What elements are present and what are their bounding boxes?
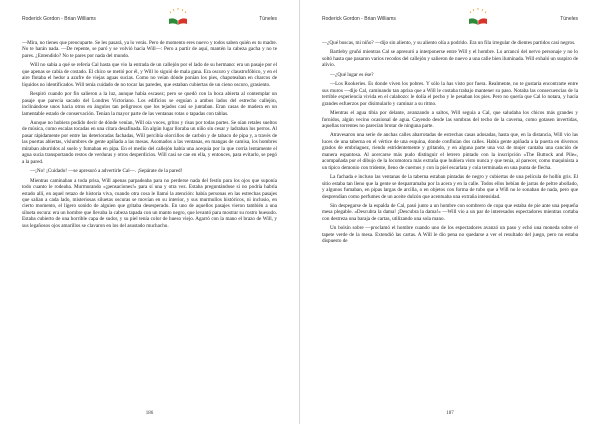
page-number: 187 xyxy=(446,411,454,416)
paragraph: Will no sabía a qué se refería Cal hasta que vio la entrada de un callejón por el lado de su hermano: era un pasaje por el que apenas se cabía de costado. El chico se metió por él, y Will lo siguió de mala gana. Era oscuro y claustrofóbico, y en el aire flotaba el hedor a azufre de viejas aguas sucias. Como no veían dónde ponían los pies, chapoteaban en charcos de líquidos no identificados. Will tenía cuidado de no tocar las paredes, que estaban cubiertas de un cieno oscuro, grasiento. xyxy=(22,62,277,88)
right-page xyxy=(300,0,600,424)
header-author: Roderick Gordon - Brian Williams xyxy=(322,16,396,22)
page-number: 186 xyxy=(145,411,154,416)
paragraph: Mientras caminaban a toda prisa, Will apenas parpadeaba para no perderse nada del festín para los ojos que suponía todo cuanto le rodeaba. Murmurando «¡pensaciones!» para sí una y otra vez. Estaba preguntándose si no podría habría estado allí, en aquel retazo de historia viva, cuando otra cosa le llamó la atención: había personas en las estrechas pasajes que salían a cada lado, misteriosas siluetas oscuras se movían en su interior, y sus murmullos históricos, ni inclusio, en cierto momento, el ligero sonido de alguien que gritaba desesperado. En uno de aquellos pasajes vieron también a una silueta oscura: era un hombre que llevaba la cabeza tapada con un manto negro, que levantó para mostrar su rostro huesudo. Estaba cubierto de una horrible capa de sudor, y su piel tenía color de hueso viejo. Agarró con la mano el brazo de Will, y sus legañosos ojos amarillos se clavaron en los del asustado muchacho. xyxy=(22,177,277,229)
paragraph: Respiró cuando por fin salieron a la luz, aunque había escasez; pero se quedó con la boca abierta al contemplar un pasaje que parecía sacado del Londres Victoriano. Los edificios se erguían a ambos lados del estrecho callejón, inclinándose unos hacia otros en ángulos tan peligrosos que los tejados casi se juntaban. Eran casas de madera en un lamentable estado de conservación. Tenían la mayor parte de las ventanas rotas o tapadas con tablas. xyxy=(22,91,277,117)
paragraph: —¿Qué lugar es ése? xyxy=(330,71,374,78)
paragraph: —¡No! ¡Cuidado! —se apresuró a advertirle Cal—. ¡Sepárate de la pared! xyxy=(30,168,183,175)
page-header xyxy=(322,14,578,36)
paragraph: Un bolsín sobre —proclamó el hombre cuando uno de los espectadores avanzó un paso y echó una moneda sobre el tapete verde de la mesa. Extendió las cartas. A Will le dio pena no quedarse a ver el resultado del juego, pero no estaba dispuesto de xyxy=(322,225,578,245)
header-author: Roderick Gordon - Brian Williams xyxy=(22,16,96,22)
page-text xyxy=(22,40,277,229)
paragraph: —¿Qué buscas, mi niño? —dijo sin aliento, y su aliento olía a podrido. Era un fila irregular de dientes partidos casi negros. xyxy=(322,40,576,46)
paragraph: Bartleby gruñó mientras Cal se apresuró a interponerse entre Will y el hombre. Lo arrancó del nervo personaje y no lo soltó hasta que pasaron varios recodos del callejón y salieron de nuevo a una calle bien iluminada. Will exhaló un suspiro de alivio. xyxy=(322,49,578,69)
page-header xyxy=(22,14,277,36)
paragraph: Atravesaron una serie de anchas calles abarrotadas de estrechas casas adosadas, hasta que, en la distancia, Will vio las luces de una taberna en el vértice de una esquina, donde confluían dos calles. Había gente apiñada a la puerta en diversos grados de embriaguez, riendo estridentemente y gritando, y en alguna parte una voz de mujer cantaba una canción de manera espantosa. Al acercarse más pudo distinguir el letrero pintado con la inscripción «The Buttock and Pile», acompañada por el dibujo de la locomotora más extraña que hubiera visto nunca y que tenía, al parecer, como maquinista a un típico demonio con tridente, lleno de cuernos y con la piel escarlata y cola terminada en una punta de flecha. xyxy=(322,132,578,171)
paragraph: Aunque no hubiera podido decir de dónde venían, Will oía voces, gritos y risas por todas partes. Se oían retales sueltos de música, como escalas tocadas en una cítara desafinada. En algún lugar lloraba un niño sin cesar y ladraban los perros. Al pasar rápidamente por entre las deterioradas fachadas, Will percibía olorcillos de carbón y de tabaco de pipa y, a través de las puertas abiertas, vislumbres de gente apiñada a las mesas. Asomados a las ventanas, en mangas de camisa, los hombres miraban aburridos al suelo y fumaban en pipa. En el medio del callejón había una acequia por la que corría lentamente el agua sucia transportando restos de verduras y otros desperdicios. Will casi se cae en ella, y entonces, para evitarlo, se pegó a la pared. xyxy=(22,119,277,165)
book-logo-icon xyxy=(467,6,489,28)
header-title: Túneles xyxy=(259,16,277,22)
page-text xyxy=(322,40,578,245)
paragraph: —Los Rookeries. Es donde viven los pobres. Y sólo la has visto por fuera. Realmente, no te gustaría encontrarte entre sus muros —dijo Cal, caminando tan aprisa que a Will le costaba trabajo mantener su paso. Notaba las consecuencias de la terrible experiencia vivida en el calabozo: le dolía el pecho y le pesaban los pies. Pero no quería que Cal lo notara, y hacía grandes esfuerzos por disimularlo y caminar a su ritmo. xyxy=(322,81,578,107)
book-logo-icon xyxy=(167,6,189,28)
paragraph: La fachada e incluso las ventanas de la taberna estaban pintadas de negro y cubiertas de una película de hollín gris. El sitio estaba tan lleno que la gente se desparramaba por la acera y en la calle. Todos ellos bebían de jarras de peltre abollado, y algunos fumaban, en pipas largas de arcilla, o en objetos con forma de tubo que a Will no le sonaban de nada, pero que desprendían como perfumes de un aceite dulzón que acentuaba una extraña intensidad. xyxy=(322,174,578,200)
paragraph: Sin despegarse de la espalda de Cal, pasó junto a un hombre con sombrero de copa que estaba de pie ante una pequeña mesa plegable. «Descubra la dama! ¡Descubra la dama!» —Will vio a un par de interesados espectadores mientras cortaba con destreza una baraja de cartas, utilizando una sola mano. xyxy=(322,202,578,222)
paragraph: Mientras el agua tibia por delante, avanzando a saltos, Will seguía a Cal, que saludaba los chicos más grandes y fornidos, algún vecino ocasional de agua. Cayendo desde las sombras del techo de la caverna, como gotasen invertidas, aquellas torrentes no parecían brotar de ninguna parte. xyxy=(322,110,578,129)
paragraph: —Mira, no tienes que preocuparte. Se les pasará, ya lo verás. Pero de momento eres nuevo y todos saben quién es tu madre. No te harán nada. —De repente, se paró y se volvió hacia Will—: Pero a partir de aquí, mantén la cabeza gacha y no te pares. ¿Entendido? No te pares por nada del mundo. xyxy=(22,40,277,59)
header-title: Túneles xyxy=(560,16,578,22)
